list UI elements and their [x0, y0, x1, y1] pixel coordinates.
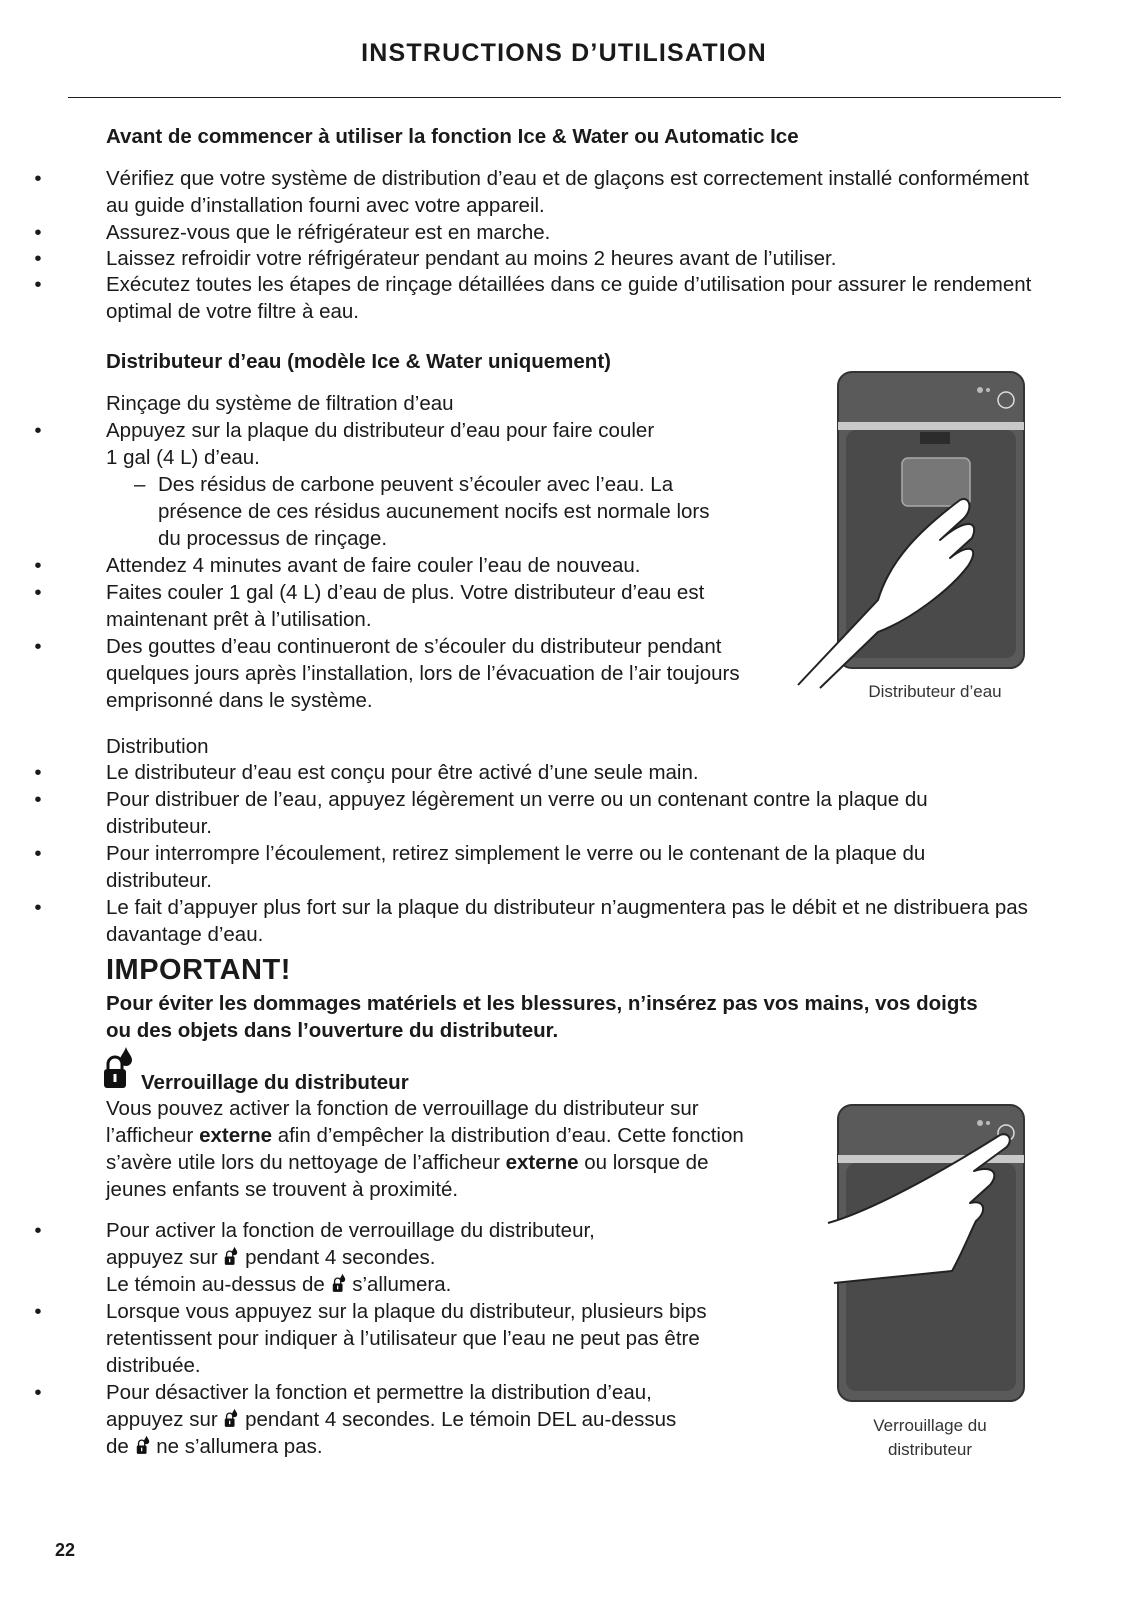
- section-heading-water-dispenser: Distributeur d’eau (modèle Ice & Water uniquement): [106, 350, 611, 373]
- lock-drop-icon: [331, 1272, 347, 1294]
- lock-heading: Verrouillage du distributeur: [141, 1071, 409, 1094]
- list-item: • Lorsque vous appuyez sur la plaque du distributeur, plusieurs bips retentissent pour indiquer à l’utilisateur que l’eau ne peut pas être distribuée.: [34, 1300, 707, 1377]
- header-divider: [68, 97, 1061, 98]
- lock-drop-icon: [223, 1407, 239, 1429]
- rinse-heading: Rinçage du système de filtration d’eau: [106, 392, 454, 415]
- distribution-list: [34, 759, 1036, 948]
- list-item: • Le distributeur d’eau est conçu pour être activé d’une seule main.: [34, 761, 699, 784]
- important-text: Pour éviter les dommages matériels et les blessures, n’insérez pas vos mains, vos doigts ou des objets dans l’ouverture du distributeur.: [106, 992, 978, 1042]
- figure-caption-water-dispenser: Distributeur d’eau: [868, 682, 1002, 701]
- list-item: • Pour distribuer de l’eau, appuyez légèrement un verre ou un contenant contre la plaque du distributeur.: [34, 788, 928, 838]
- rinse-list: [34, 417, 766, 714]
- lock-list: [34, 1217, 766, 1460]
- figure-caption-lock: Verrouillage du distributeur: [873, 1416, 987, 1459]
- before-start-list: [34, 165, 1036, 325]
- list-item: • Pour interrompre l’écoulement, retirez simplement le verre ou le contenant de la plaque du distributeur.: [34, 842, 926, 892]
- distribution-heading: Distribution: [106, 735, 209, 758]
- page-number: 22: [55, 1540, 76, 1560]
- list-item: • Des gouttes d’eau continueront de s’écouler du distributeur pendant quelques jours après l’installation, lors de l’évacuation de l’air toujours emprisonné dans le système.: [34, 635, 740, 712]
- lock-drop-icon: [223, 1245, 239, 1267]
- list-item: • Le fait d’appuyer plus fort sur la plaque du distributeur n’augmentera pas le débit et ne distribuera pas davantage d’eau.: [34, 896, 1028, 946]
- water-dispenser-illustration: [790, 370, 1040, 690]
- important-heading: IMPORTANT!: [106, 954, 291, 986]
- list-item: • Attendez 4 minutes avant de faire couler l’eau de nouveau.: [34, 554, 641, 577]
- section-heading-before-start: Avant de commencer à utiliser la fonction Ice & Water ou Automatic Ice: [106, 125, 799, 148]
- list-item: • Pour désactiver la fonction et permettre la distribution d’eau, appuyez sur pendant 4 secondes. Le témoin DEL au-dessus de ne s’allumera pas.: [34, 1381, 677, 1458]
- lock-drop-icon: [135, 1434, 151, 1456]
- list-item: • Laissez refroidir votre réfrigérateur pendant au moins 2 heures avant de l’utiliser.: [34, 247, 837, 270]
- list-item: • Vérifiez que votre système de distribution d’eau et de glaçons est correctement installé conformément au guide d’installation fourni avec votre appareil.: [34, 167, 1029, 217]
- list-item: • Faites couler 1 gal (4 L) d’eau de plus. Votre distributeur d’eau est maintenant prêt à l’utilisation.: [34, 581, 705, 631]
- dispenser-lock-illustration: [824, 1103, 1048, 1403]
- list-item: • Exécutez toutes les étapes de rinçage détaillées dans ce guide d’utilisation pour assurer le rendement optimal de votre filtre à eau.: [34, 273, 1032, 323]
- list-item: • Pour activer la fonction de verrouillage du distributeur, appuyez sur pendant 4 secondes. Le témoin au-dessus de s’allumera.: [34, 1219, 595, 1296]
- list-item: • Assurez-vous que le réfrigérateur est en marche.: [34, 221, 551, 244]
- lock-intro: Vous pouvez activer la fonction de verrouillage du distributeur sur l’afficheur externe afin d’empêcher la distribution d’eau. Cette fonction s’avère utile lors du nettoyage de l’afficheur externe ou lorsque de jeunes enfants se trouvent à proximité.: [106, 1097, 744, 1201]
- list-item: • Appuyez sur la plaque du distributeur d’eau pour faire couler 1 gal (4 L) d’eau.: [34, 419, 655, 469]
- list-subitem: – Des résidus de carbone peuvent s’écouler avec l’eau. La présence de ces résidus aucunement nocifs est normale lors du processus de rinçage.: [134, 473, 710, 550]
- page-title: INSTRUCTIONS D’UTILISATION: [361, 39, 767, 67]
- lock-drop-icon: [100, 1045, 136, 1091]
